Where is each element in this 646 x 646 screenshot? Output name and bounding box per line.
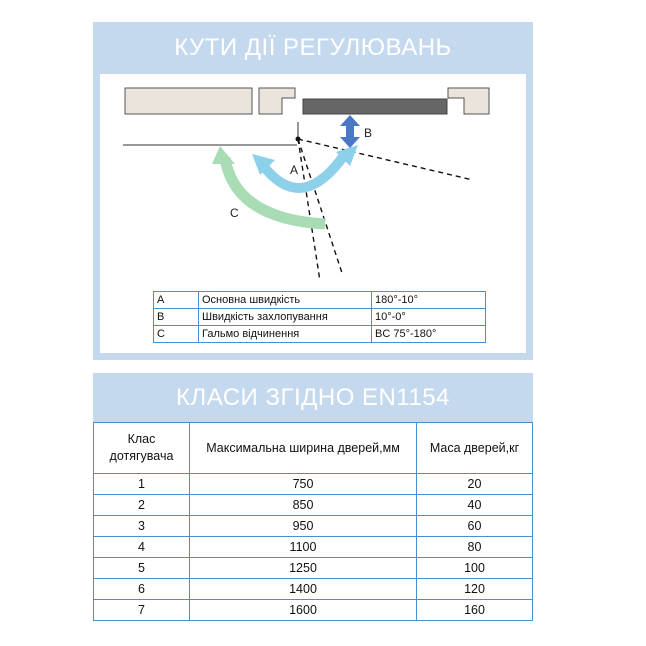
cell-width: 1600 (190, 600, 417, 621)
row-code: C (154, 326, 199, 343)
arrow-c-head (212, 146, 235, 164)
label-a: A (290, 163, 299, 177)
cell-width: 1400 (190, 579, 417, 600)
cell-mass: 120 (417, 579, 533, 600)
row-name: Основна швидкість (199, 292, 372, 309)
header-class-line2: дотягувача (109, 449, 174, 463)
row-range: BC 75°-180° (372, 326, 486, 343)
classes-title: КЛАСИ ЗГІДНО EN1154 (176, 383, 450, 411)
label-b: B (364, 126, 373, 140)
table-row (94, 537, 533, 558)
cell-class: 3 (94, 516, 190, 537)
table-row (154, 292, 486, 309)
frame-left-jamb (259, 88, 295, 114)
table-row (154, 309, 486, 326)
cell-mass: 40 (417, 495, 533, 516)
frame-right (448, 88, 489, 114)
cell-class: 6 (94, 579, 190, 600)
cell-width: 1100 (190, 537, 417, 558)
header-width: Максимальна ширина дверей,мм (190, 423, 417, 474)
door-leaf (303, 99, 447, 114)
header-mass: Маса дверей,кг (417, 423, 533, 474)
cell-mass: 60 (417, 516, 533, 537)
cell-width: 1250 (190, 558, 417, 579)
cell-width: 850 (190, 495, 417, 516)
classes-panel (93, 373, 533, 617)
cell-class: 5 (94, 558, 190, 579)
row-range: 180°-10° (372, 292, 486, 309)
table-row (94, 516, 533, 537)
row-name: Гальмо відчинення (199, 326, 372, 343)
cell-mass: 160 (417, 600, 533, 621)
arrow-b (340, 115, 360, 148)
row-name: Швидкість захлопування (199, 309, 372, 326)
cell-width: 750 (190, 474, 417, 495)
classes-table (93, 422, 533, 621)
adjustment-angles-title: КУТИ ДІЇ РЕГУЛЮВАНЬ (174, 34, 452, 61)
label-c: C (230, 206, 239, 220)
table-row (94, 579, 533, 600)
angle-75-line-1 (298, 139, 320, 281)
cell-class: 4 (94, 537, 190, 558)
cell-class: 2 (94, 495, 190, 516)
cell-mass: 20 (417, 474, 533, 495)
header-class (94, 423, 190, 474)
row-range: 10°-0° (372, 309, 486, 326)
header-class-line1: Клас (127, 432, 156, 446)
table-row (94, 558, 533, 579)
adjustment-angles-panel (93, 22, 533, 360)
frame-left (125, 88, 252, 114)
table-row (94, 495, 533, 516)
cell-class: 1 (94, 474, 190, 495)
table-row (154, 326, 486, 343)
row-code: A (154, 292, 199, 309)
cell-mass: 80 (417, 537, 533, 558)
diagram-area (100, 74, 526, 353)
cell-mass: 100 (417, 558, 533, 579)
table-header-row (94, 423, 533, 474)
adjustment-table (153, 291, 486, 343)
cell-class: 7 (94, 600, 190, 621)
table-row (94, 600, 533, 621)
cell-width: 950 (190, 516, 417, 537)
table-row (94, 474, 533, 495)
row-code: B (154, 309, 199, 326)
